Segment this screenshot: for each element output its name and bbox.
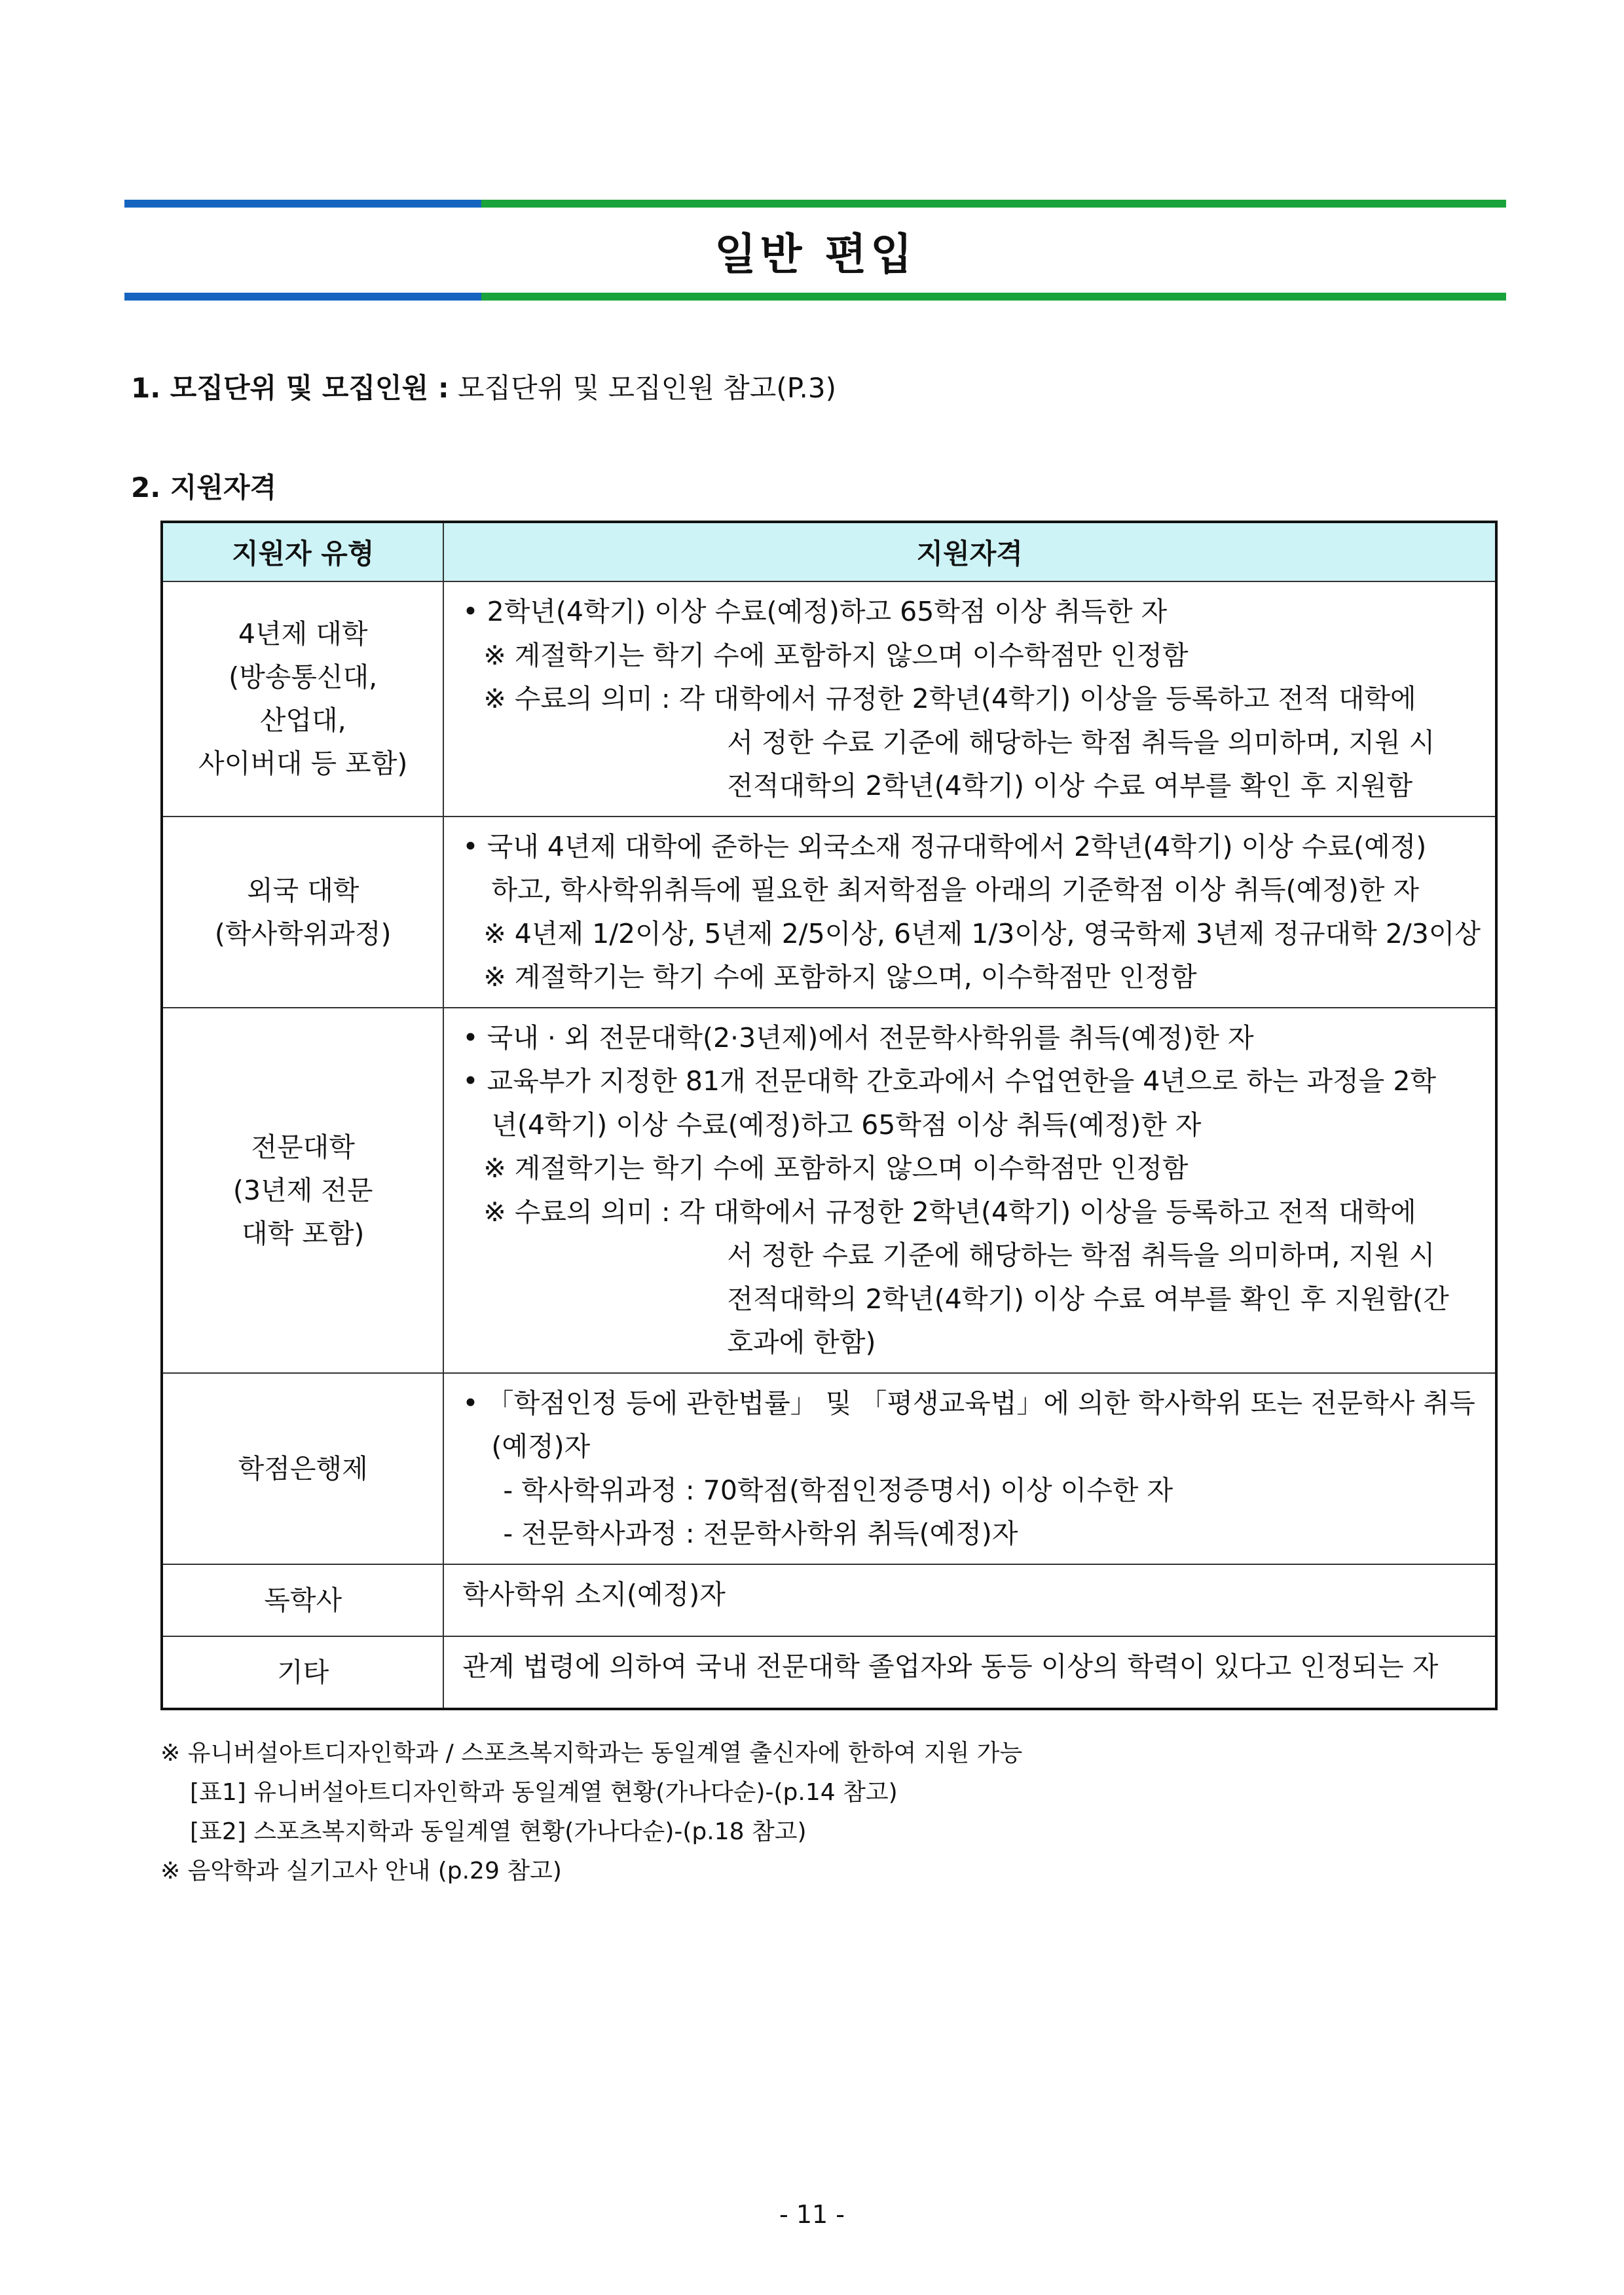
type-line: 산업대, <box>259 705 346 737</box>
applicant-type-cell <box>162 817 443 1008</box>
footnote: ※ 음악학과 실기고사 안내 (p.29 참고) <box>160 1858 562 1884</box>
bullet-line: • 국내 · 외 전문대학(2·3년제)에서 전문학사학위를 취득(예정)한 자 <box>462 1021 1254 1054</box>
footnote: ※ 유니버설아트디자인학과 / 스포츠복지학과는 동일계열 출신자에 한하여 지원 가능 <box>160 1740 1023 1767</box>
bullet-line: • 국내 4년제 대학에 준하는 외국소재 정규대학에서 2학년(4학기) 이상 수료(예정) <box>462 830 1427 862</box>
type-line: 독학사 <box>264 1584 342 1616</box>
eligibility-table <box>160 521 1498 1710</box>
footnote-reference: [표1] 유니버설아트디자인학과 동일계열 현황(가나다순)-(p.14 참고) <box>190 1779 898 1806</box>
note-continuation-line: 호과에 한함) <box>727 1327 876 1358</box>
note-continuation-line: 전적대학의 2학년(4학기) 이상 수료 여부를 확인 후 지원함 <box>727 770 1413 801</box>
section2-heading: 2. 지원자격 <box>131 471 277 504</box>
note-line: ※ 4년제 1/2이상, 5년제 2/5이상, 6년제 1/3이상, 영국학제 3년제 정규대학 2/3이상 <box>483 917 1481 949</box>
table-row <box>162 1564 1496 1636</box>
title-top-rule <box>124 200 1506 208</box>
table-row <box>162 581 1496 817</box>
eligibility-cell <box>443 1373 1496 1564</box>
table-header-row <box>162 522 1496 581</box>
eligibility-line: 학사학위 소지(예정)자 <box>462 1578 726 1610</box>
section1-heading: 1. 모집단위 및 모집인원 : <box>131 372 449 404</box>
type-line: 외국 대학 <box>246 874 360 906</box>
applicant-type-cell <box>162 1373 443 1564</box>
note-continuation-line: 서 정한 수료 기준에 해당하는 학점 취득을 의미하며, 지원 시 <box>727 726 1435 758</box>
header-eligibility: 지원자격 <box>443 522 1496 581</box>
applicant-type-cell <box>162 1636 443 1709</box>
bullet-line: • 교육부가 지정한 81개 전문대학 간호과에서 수업연한을 4년으로 하는 과정을 2학 <box>462 1065 1437 1097</box>
type-line: (3년제 전문 <box>232 1174 373 1206</box>
type-line: 기타 <box>277 1656 329 1688</box>
eligibility-line: 관계 법령에 의하여 국내 전문대학 졸업자와 동등 이상의 학력이 있다고 인정되는 자 <box>462 1650 1439 1682</box>
note-line: ※ 계절학기는 학기 수에 포함하지 않으며, 이수학점만 인정함 <box>483 961 1197 993</box>
section-recruitment-units <box>131 367 836 406</box>
page-title: 일반 편입 <box>714 229 916 280</box>
type-line: 전문대학 <box>251 1131 355 1163</box>
table-row <box>162 817 1496 1008</box>
eligibility-cell <box>443 817 1496 1008</box>
note-continuation-line: 전적대학의 2학년(4학기) 이상 수료 여부를 확인 후 지원함(간 <box>727 1283 1449 1315</box>
bullet-continuation-line: (예정)자 <box>491 1431 591 1462</box>
table-row <box>162 1636 1496 1709</box>
bullet-line: • 「학점인정 등에 관한법률」 및 「평생교육법」에 의한 학사학위 또는 전문학사 취득 <box>462 1387 1475 1419</box>
applicant-type-cell <box>162 581 443 817</box>
note-continuation-line: 서 정한 수료 기준에 해당하는 학점 취득을 의미하며, 지원 시 <box>727 1239 1435 1271</box>
type-line: 4년제 대학 <box>238 618 368 650</box>
table-row <box>162 1373 1496 1564</box>
footnotes <box>160 1734 1022 1891</box>
sub-item-line: - 전문학사과정 : 전문학사학위 취득(예정)자 <box>503 1518 1018 1549</box>
sub-item-line: - 학사학위과정 : 70학점(학점인정증명서) 이상 이수한 자 <box>503 1474 1173 1506</box>
header-applicant-type: 지원자 유형 <box>162 522 443 581</box>
applicant-type-cell <box>162 1008 443 1373</box>
footnote-reference: [표2] 스포츠복지학과 동일계열 현황(가나다순)-(p.18 참고) <box>190 1818 807 1845</box>
eligibility-cell <box>443 581 1496 817</box>
eligibility-cell <box>443 1008 1496 1373</box>
note-line: ※ 수료의 의미 : 각 대학에서 규정한 2학년(4학기) 이상을 등록하고 전적 대학에 <box>483 1196 1416 1228</box>
bullet-continuation-line: 하고, 학사학위취득에 필요한 최저학점을 아래의 기준학점 이상 취득(예정)한 자 <box>491 874 1420 906</box>
type-line: (학사학위과정) <box>214 917 392 949</box>
page-number: - 11 - <box>779 2200 845 2229</box>
note-line: ※ 계절학기는 학기 수에 포함하지 않으며 이수학점만 인정함 <box>483 1152 1189 1184</box>
type-line: 대학 포함) <box>241 1217 365 1249</box>
note-line: ※ 계절학기는 학기 수에 포함하지 않으며 이수학점만 인정함 <box>483 639 1189 671</box>
bullet-continuation-line: 년(4학기) 이상 수료(예정)하고 65학점 이상 취득(예정)한 자 <box>491 1109 1202 1141</box>
type-line: 학점은행제 <box>238 1452 368 1484</box>
eligibility-cell <box>443 1564 1496 1636</box>
title-bottom-rule <box>124 293 1506 301</box>
section1-text: 모집단위 및 모집인원 참고(P.3) <box>449 372 836 404</box>
eligibility-cell <box>443 1636 1496 1709</box>
title-banner <box>124 200 1506 301</box>
bullet-line: • 2학년(4학기) 이상 수료(예정)하고 65학점 이상 취득한 자 <box>462 596 1168 627</box>
type-line: (방송통신대, <box>229 661 378 693</box>
note-line: ※ 수료의 의미 : 각 대학에서 규정한 2학년(4학기) 이상을 등록하고 전적 대학에 <box>483 683 1416 714</box>
type-line: 사이버대 등 포함) <box>198 748 408 780</box>
applicant-type-cell <box>162 1564 443 1636</box>
table-row <box>162 1008 1496 1373</box>
